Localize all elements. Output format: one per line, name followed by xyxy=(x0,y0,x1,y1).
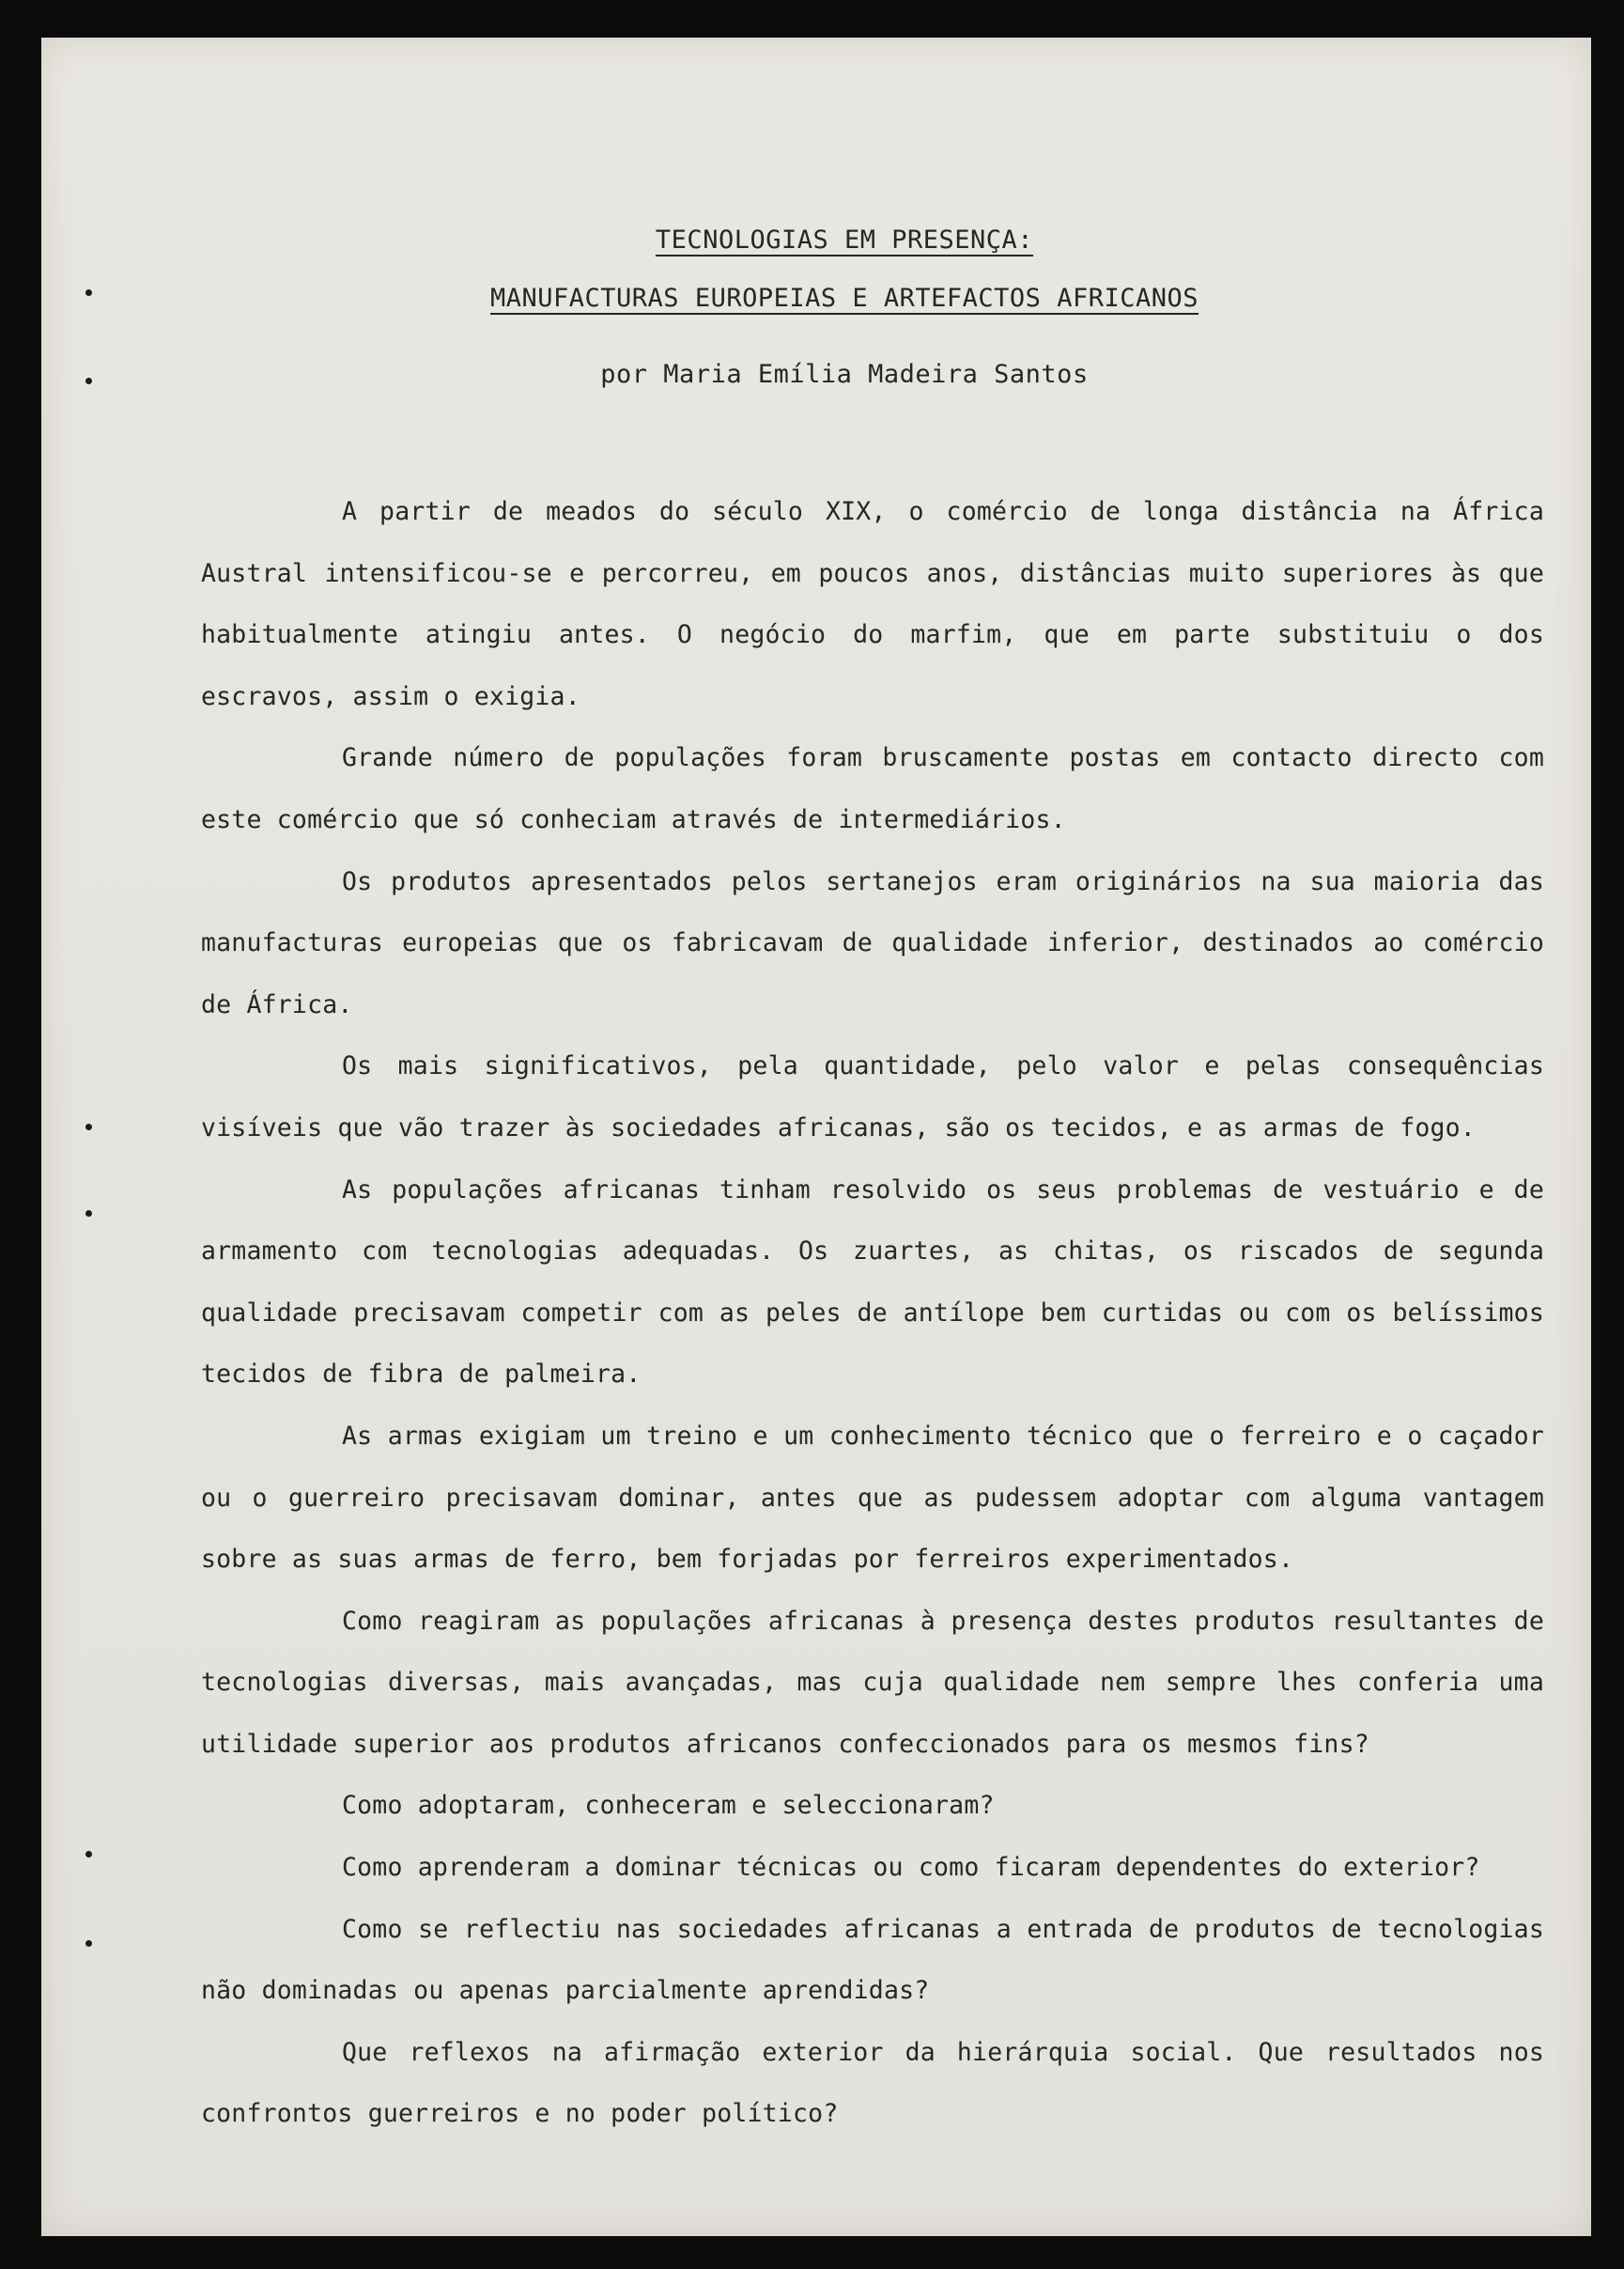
paragraph: Que reflexos na afirmação exterior da hierárquia social. Que resultados nos confrontos guerreiros e no poder político? xyxy=(201,2037,1544,2129)
author-line: por Maria Emília Madeira Santos xyxy=(600,360,1089,389)
paragraph: Como aprenderam a dominar técnicas ou como ficaram dependentes do exterior? xyxy=(342,1853,1480,1883)
punch-hole-mark xyxy=(85,1210,92,1217)
paragraph: Os mais significativos, pela quantidade, pelo valor e pelas consequências visíveis que vão trazer às sociedades africanas, são os tecidos, e as armas de fogo. xyxy=(201,1051,1544,1142)
paragraph: As populações africanas tinham resolvido os seus problemas de vestuário e de armamento com tecnologias adequadas. Os zuartes, as chitas, os riscados de segunda qualidade precisavam competir com as peles de antílope bem curtidas ou com os belíssimos tecidos de fibra de palmeira. xyxy=(201,1174,1544,1390)
typed-page xyxy=(41,38,1591,2236)
paragraph: As armas exigiam um treino e um conhecimento técnico que o ferreiro e o caçador ou o guerreiro precisavam dominar, antes que as pudessem adoptar com alguma vantagem sobre as suas armas de ferro, bem forjadas por ferreiros experimentados. xyxy=(201,1421,1544,1575)
paragraph: Como se reflectiu nas sociedades africanas a entrada de produtos de tecnologias não dominadas ou apenas parcialmente aprendidas? xyxy=(201,1914,1544,2006)
document-title-line-2: MANUFACTURAS EUROPEIAS E ARTEFACTOS AFRICANOS xyxy=(490,284,1199,313)
paragraph: A partir de meados do século XIX, o comércio de longa distância na África Austral intensificou-se e percorreu, em poucos anos, distâncias muito superiores às que habitualmente atingiu antes. O negócio do marfim, que em parte substituiu o dos escravos, assim o exigia. xyxy=(201,497,1544,711)
punch-hole-mark xyxy=(85,1851,92,1857)
punch-hole-mark xyxy=(85,1124,92,1130)
body-text xyxy=(201,481,1544,2145)
paragraph: Os produtos apresentados pelos sertanejos eram originários na sua maioria das manufacturas europeias que os fabricavam de qualidade inferior, destinados ao comércio de África. xyxy=(201,866,1544,1019)
punch-hole-mark xyxy=(85,1940,92,1947)
paragraph: Como reagiram as populações africanas à presença destes produtos resultantes de tecnologias diversas, mais avançadas, mas cuja qualidade nem sempre lhes conferia uma utilidade superior aos produtos africanos confeccionados para os mesmos fins? xyxy=(201,1606,1544,1759)
paragraph: Grande número de populações foram bruscamente postas em contacto directo com este comércio que só conheciam através de intermediários. xyxy=(201,743,1544,834)
paragraph: Como adoptaram, conheceram e seleccionaram? xyxy=(342,1791,995,1821)
document-title-line-1: TECNOLOGIAS EM PRESENÇA: xyxy=(655,225,1034,255)
